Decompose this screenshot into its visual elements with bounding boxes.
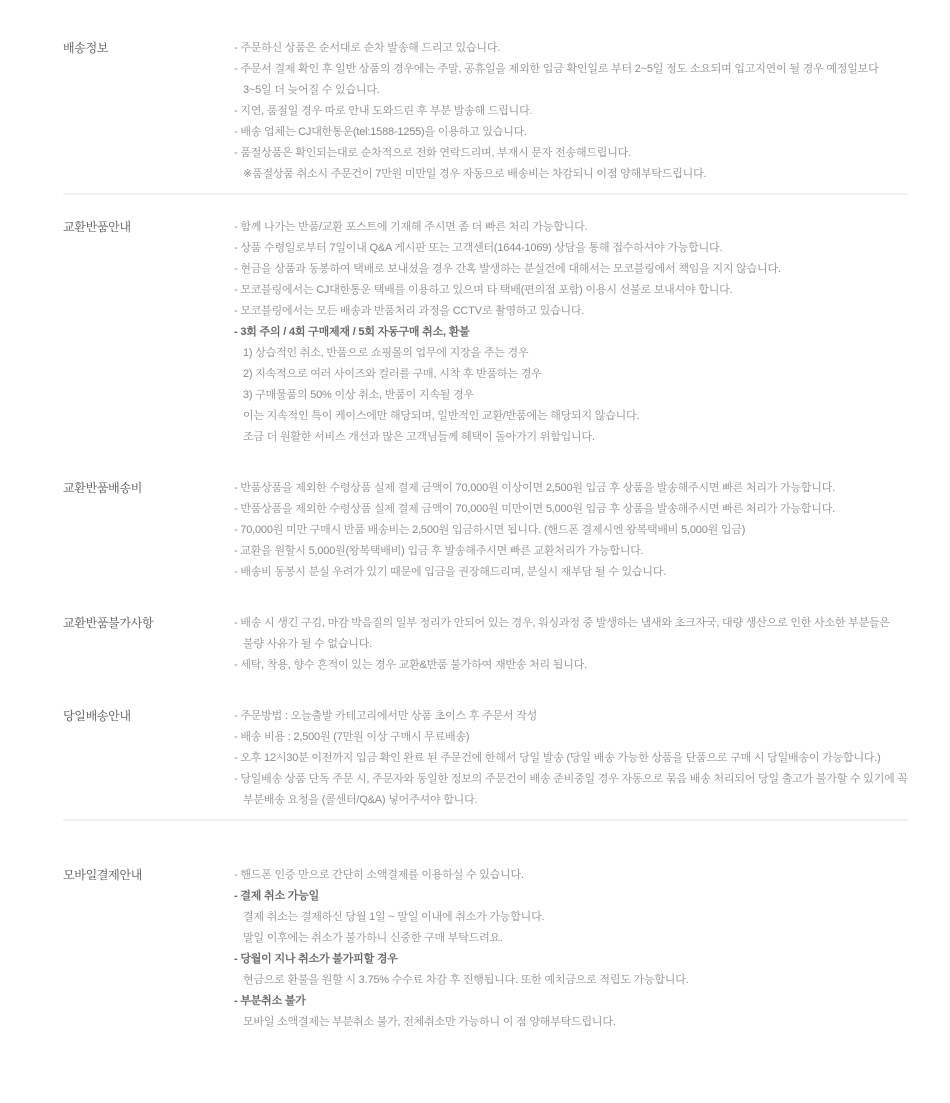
info-line: - 모코블링에서는 CJ대한통운 택배를 이용하고 있으며 타 택배(편의점 포함) 이용시 선불로 보내셔야 합니다.	[234, 284, 733, 296]
section-title: 교환반품안내	[63, 220, 131, 234]
info-line: - 함께 나가는 반품/교환 포스트에 기재해 주시면 좀 더 빠른 처리 가능합니다.	[234, 221, 588, 233]
info-line: 조금 더 원활한 서비스 개선과 많은 고객님들께 혜택이 돌아가기 위함입니다.	[243, 431, 595, 443]
info-line: - 3회 주의 / 4회 구매제재 / 5회 자동구매 취소, 환불	[234, 326, 470, 338]
info-line: - 배송 비용 : 2,500원 (7만원 이상 구매시 무료배송)	[234, 731, 470, 743]
info-line: - 오후 12시30분 이전까지 입금 확인 완료 된 주문건에 한해서 당일 발송 (당일 배송 가능한 상품을 단품으로 구매 시 당일배송이 가능합니다.)	[234, 752, 881, 764]
info-line: - 모코블링에서는 모든 배송과 반품처리 과정을 CCTV로 촬영하고 있습니다.	[234, 305, 585, 317]
info-line: - 상품 수령일로부터 7일이내 Q&A 게시판 또는 고객센터(1644-1069) 상담을 통해 접수하셔야 가능합니다.	[234, 242, 723, 254]
section-content	[234, 217, 908, 448]
info-line: - 결제 취소 가능일	[234, 890, 320, 902]
section-content	[234, 865, 908, 1033]
info-line: - 반품상품을 제외한 수령상품 실제 결제 금액이 70,000원 이상이면 2,500원 입금 후 상품을 발송해주시면 빠른 처리가 가능합니다.	[234, 482, 836, 494]
info-line: 3) 구매물품의 50% 이상 취소, 반품이 지속될 경우	[243, 389, 474, 401]
section-content	[234, 706, 908, 811]
info-section	[63, 478, 908, 583]
info-line: 결제 취소는 결제하신 당월 1일 ~ 말일 이내에 취소가 가능합니다.	[243, 911, 545, 923]
info-line: - 핸드폰 인증 만으로 간단히 소액결제를 이용하실 수 있습니다.	[234, 869, 524, 881]
info-line: - 배송 시 생긴 구김, 마감 박음질의 일부 정리가 안되어 있는 경우, 워싱과정 중 발생하는 냄새와 초크자국, 대량 생산으로 인한 사소한 부분들은 불량 사유가 될 수 없습니다.	[234, 617, 890, 650]
info-line: - 배송비 동봉시 분실 우려가 있기 때문에 입금을 권장해드리며, 분실시 재부담 될 수 있습니다.	[234, 566, 667, 578]
section-content	[234, 613, 908, 676]
section-title: 교환반품배송비	[63, 481, 143, 495]
info-line: - 주문서 결제 확인 후 일반 상품의 경우에는 주말, 공휴일을 제외한 입금 확인일로 부터 2~5일 정도 소요되며 입고지연이 될 경우 예정일보다 3~5일 더 늦어질 수 있습니다.	[234, 63, 879, 96]
info-section	[63, 38, 908, 185]
info-line: - 교환을 원할시 5,000원(왕복택배비) 입금 후 발송해주시면 빠른 교환처리가 가능합니다.	[234, 545, 644, 557]
info-line: - 당월이 지나 취소가 불가피할 경우	[234, 953, 398, 965]
info-line: 말일 이후에는 취소가 불가하니 신중한 구매 부탁드려요.	[243, 932, 503, 944]
info-line: - 배송 업체는 CJ대한통운(tel:1588-1255)을 이용하고 있습니다.	[234, 126, 527, 138]
info-line: 1) 상습적인 취소, 반품으로 쇼핑몰의 업무에 지장을 주는 경우	[243, 347, 529, 359]
info-line: - 부분취소 불가	[234, 995, 306, 1007]
info-line: - 주문하신 상품은 순서대로 순차 발송해 드리고 있습니다.	[234, 42, 501, 54]
info-line: 이는 지속적인 특이 케이스에만 해당되며, 일반적인 교환/반품에는 해당되지 않습니다.	[243, 410, 640, 422]
info-line: - 반품상품을 제외한 수령상품 실제 결제 금액이 70,000원 미만이면 5,000원 입금 후 상품을 발송해주시면 빠른 처리가 가능합니다.	[234, 503, 836, 515]
info-line: - 지연, 품절일 경우 따로 안내 도와드린 후 부분 발송해 드립니다.	[234, 105, 533, 117]
info-line: - 현금을 상품과 동봉하여 택배로 보내셨을 경우 간혹 발생하는 분실건에 대해서는 모코블링에서 책임을 지지 않습니다.	[234, 263, 781, 275]
info-line: 현금으로 환불을 원할 시 3.75% 수수료 차감 후 진행됩니다. 또한 예치금으로 적립도 가능합니다.	[243, 974, 689, 986]
info-section	[63, 217, 908, 448]
section-divider	[63, 193, 908, 195]
info-line: - 세탁, 착용, 향수 흔적이 있는 경우 교환&반품 불가하여 재반송 처리 됩니다.	[234, 659, 587, 671]
info-line: 모바일 소액결제는 부분취소 불가, 전체취소만 가능하니 이 점 양해부탁드립니다.	[243, 1016, 616, 1028]
info-section	[63, 865, 908, 1033]
info-line: - 70,000원 미만 구매시 반품 배송비는 2,500원 입금하시면 됩니다. (핸드폰 결제시엔 왕복택배비 5,000원 입금)	[234, 524, 746, 536]
info-line: - 주문방법 : 오늘출발 카테고리에서만 상품 초이스 후 주문서 작성	[234, 710, 538, 722]
section-title: 당일배송안내	[63, 709, 131, 723]
section-title: 모바일결제안내	[63, 868, 143, 882]
info-line: - 품절상품은 확인되는대로 순차적으로 전화 연락드리며, 부재시 문자 전송해드립니다.	[234, 147, 631, 159]
info-line: 2) 지속적으로 여러 사이즈와 컬러를 구매, 시착 후 반품하는 경우	[243, 368, 542, 380]
section-divider	[63, 819, 908, 821]
info-section	[63, 706, 908, 811]
info-line: - 당일배송 상품 단독 주문 시, 주문자와 동일한 정보의 주문건이 배송 준비중일 경우 자동으로 묶음 배송 처리되어 당일 출고가 불가할 수 있기에 꼭 부분배송 요청을 (콜센터/Q&A) 넣어주셔야 합니다.	[234, 773, 908, 806]
info-section	[63, 613, 908, 676]
section-content	[234, 38, 908, 185]
section-title: 배송정보	[63, 41, 109, 55]
info-line: ※품절상품 취소시 주문건이 7만원 미만일 경우 자동으로 배송비는 차감되니 이점 양해부탁드립니다.	[243, 168, 707, 180]
section-title: 교환반품불가사항	[63, 616, 154, 630]
section-content	[234, 478, 908, 583]
